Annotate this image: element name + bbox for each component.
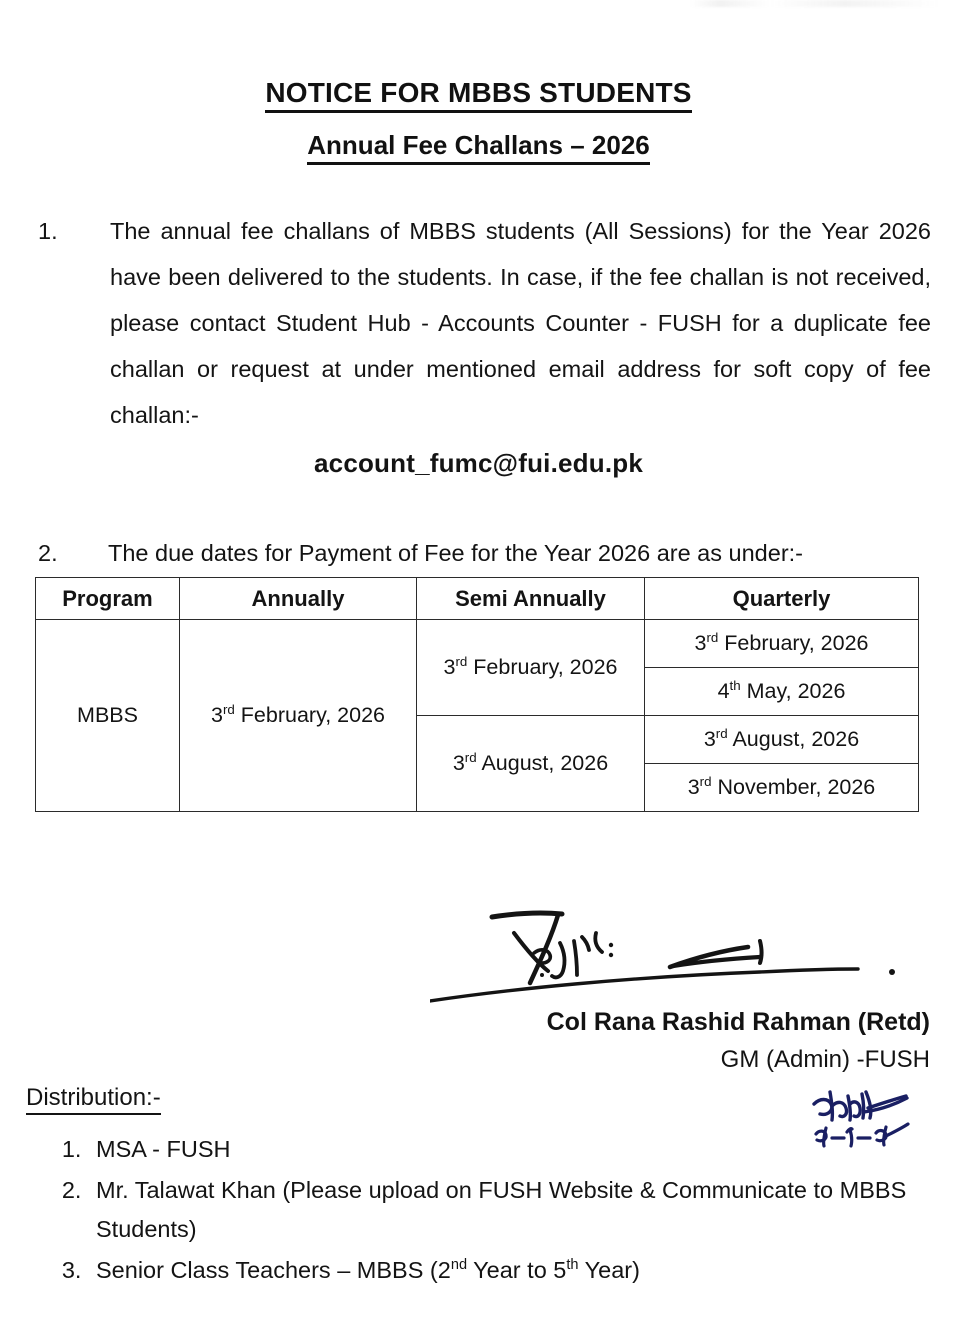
distribution-list — [56, 1130, 957, 1292]
subtitle-wrapper — [0, 130, 957, 165]
fee-due-dates-table — [35, 577, 919, 812]
paragraph-2-text: The due dates for Payment of Fee for the Year 2026 are as under:- — [108, 540, 803, 566]
list-item-sup2: th — [566, 1257, 579, 1274]
annually-day: 3 — [210, 703, 223, 727]
paragraph-1-text: The annual fee challans of MBBS students (All Sessions) for the Year 2026 have been delivered to the students. In case, if the fee challan is not received, please contact Student Hub - Accounts Counter - FUSH for a duplicate fee challan or request at under mentioned email address for soft copy of fee challan:- — [110, 218, 931, 428]
column-header-program: Program — [36, 578, 180, 620]
distribution-heading: Distribution:- — [26, 1084, 161, 1115]
list-item: 2. Mr. Talawat Khan (Please upload on FUSH Website & Communicate to MBBS Students) — [88, 1171, 957, 1249]
paragraph-1-number: 1. — [38, 218, 58, 244]
q3-rest: August, 2026 — [727, 727, 860, 751]
contact-email[interactable]: account_fumc@fui.edu.pk — [314, 448, 643, 478]
cell-program: MBBS — [36, 620, 180, 812]
cell-annually — [180, 620, 417, 812]
q2-ordinal: th — [729, 677, 741, 693]
page-subtitle: Annual Fee Challans – 2026 — [307, 130, 649, 165]
cell-quarterly-3 — [645, 716, 919, 764]
fee-due-dates-table-wrapper — [35, 577, 918, 812]
signatory-name: Col Rana Rashid Rahman (Retd) — [546, 1008, 930, 1036]
q4-ordinal: rd — [699, 773, 712, 789]
table-row — [36, 620, 919, 668]
q2-day: 4 — [717, 679, 730, 703]
list-item-sup1: nd — [450, 1257, 468, 1274]
table-header-row — [36, 578, 919, 620]
semi-2-rest: August, 2026 — [476, 751, 609, 775]
semi-1-day: 3 — [443, 655, 456, 679]
title-block — [0, 76, 957, 165]
scan-artifact — [690, 0, 940, 7]
semi-2-day: 3 — [452, 751, 465, 775]
signatory-role: GM (Admin) -FUSH — [720, 1046, 930, 1073]
column-header-annually: Annually — [180, 578, 417, 620]
q3-day: 3 — [703, 727, 716, 751]
q1-ordinal: rd — [706, 629, 719, 645]
list-item: 1. MSA - FUSH — [88, 1130, 957, 1169]
cell-quarterly-4 — [645, 764, 919, 812]
annually-rest: February, 2026 — [234, 703, 385, 727]
q1-day: 3 — [694, 631, 707, 655]
cell-semi-annually-2 — [417, 716, 645, 812]
semi-1-rest: February, 2026 — [467, 655, 618, 679]
list-item — [88, 1251, 957, 1290]
list-item-prefix: Senior Class Teachers – MBBS (2 — [96, 1257, 451, 1283]
list-item-suffix: Year) — [578, 1257, 640, 1283]
semi-2-ordinal: rd — [464, 749, 477, 765]
q3-ordinal: rd — [715, 725, 728, 741]
column-header-semi-annually: Semi Annually — [417, 578, 645, 620]
cell-quarterly-2 — [645, 668, 919, 716]
q1-rest: February, 2026 — [718, 631, 869, 655]
page-title: NOTICE FOR MBBS STUDENTS — [265, 76, 691, 113]
q4-rest: November, 2026 — [711, 775, 876, 799]
cell-quarterly-1 — [645, 620, 919, 668]
column-header-quarterly: Quarterly — [645, 578, 919, 620]
semi-1-ordinal: rd — [455, 653, 468, 669]
cell-semi-annually-1 — [417, 620, 645, 716]
annually-ordinal: rd — [222, 701, 235, 717]
paragraph-2-number: 2. — [38, 540, 58, 566]
handwritten-signature-icon — [430, 905, 930, 1015]
signature-area — [0, 905, 957, 1105]
q2-rest: May, 2026 — [740, 679, 846, 703]
list-item-mid: Year to 5 — [467, 1257, 567, 1283]
q4-day: 3 — [687, 775, 700, 799]
